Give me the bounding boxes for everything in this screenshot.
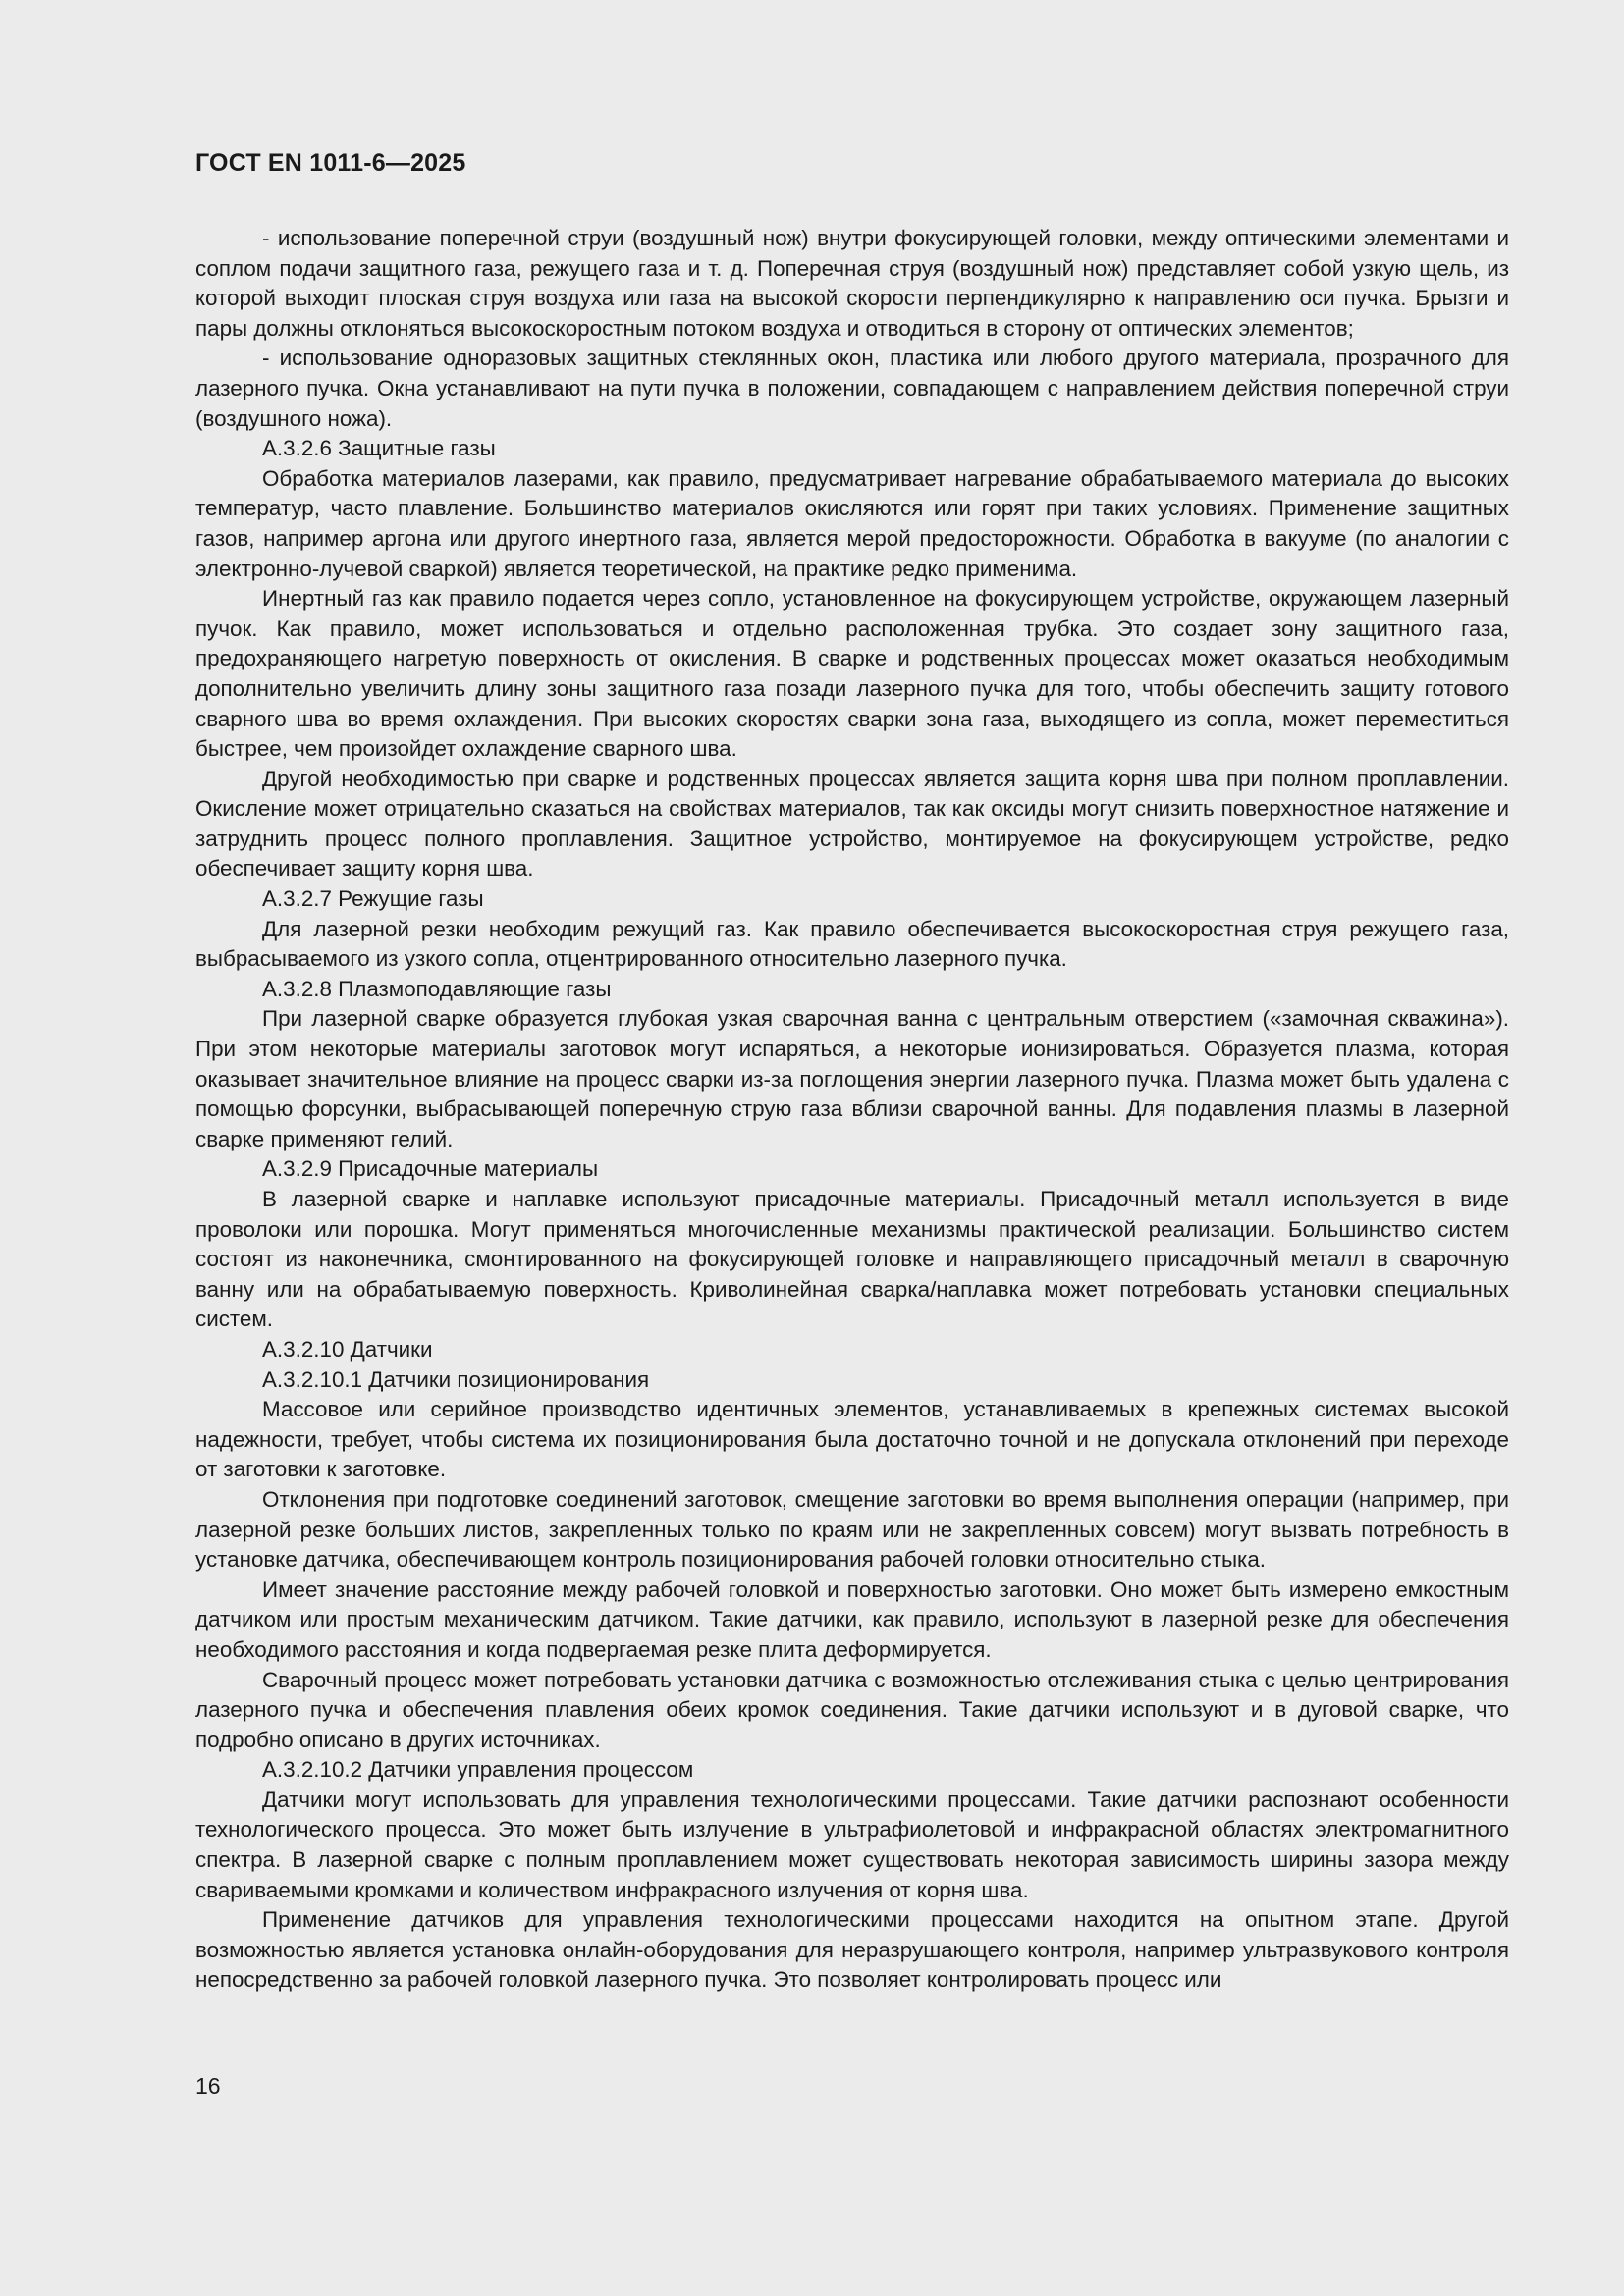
- paragraph: Отклонения при подготовке соединений заготовок, смещение заготовки во время выполнения операции (например, при лазерной резке больших листов, закрепленных только по краям или не закрепленных совсем) могут вызвать потребность в установке датчика, обеспечивающем контроль позиционирования рабочей головки относительно стыка.: [195, 1486, 1509, 1573]
- document-header: ГОСТ EN 1011-6—2025: [195, 149, 466, 177]
- paragraph: Инертный газ как правило подается через сопло, установленное на фокусирующем устройстве, окружающем лазерный пучок. Как правило, может использоваться и отдельно расположенная трубка. Это создает зону защитного газа, предохраняющего нагретую поверхность от окисления. В сварке и родственных процессах может оказаться необходимым дополнительно увеличить длину зоны защитного газа позади лазерного пучка для того, чтобы обеспечить защиту готового сварного шва во время охлаждения. При высоких скоростях сварки зона газа, выходящего из сопла, может переместиться быстрее, чем произойдет охлаждение сварного шва.: [195, 586, 1509, 762]
- paragraph: Применение датчиков для управления технологическими процессами находится на опытном этапе. Другой возможностью является установка онлайн-оборудования для неразрушающего контроля, например ультразвукового контроля непосредственно за рабочей головкой лазерного пучка. Это позволяет контролировать процесс или: [195, 1907, 1509, 1993]
- section-heading: А.3.2.10 Датчики: [262, 1336, 433, 1362]
- document-body: [195, 224, 1509, 1996]
- paragraph: Для лазерной резки необходим режущий газ. Как правило обеспечивается высокоскоростная струя режущего газа, выбрасываемого из узкого сопла, отцентрированного относительно лазерного пучка.: [195, 916, 1509, 972]
- paragraph: В лазерной сварке и наплавке используют присадочные материалы. Присадочный металл используется в виде проволоки или порошка. Могут применяться многочисленные механизмы практической реализации. Большинство систем состоят из наконечника, смонтированного на фокусирующей головке и направляющего присадочный металл в сварочную ванну или на обрабатываемую поверхность. Криволинейная сварка/наплавка может потребовать установки специальных систем.: [195, 1187, 1509, 1332]
- paragraph: Датчики могут использовать для управления технологическими процессами. Такие датчики распознают особенности технологического процесса. Это может быть излучение в ультрафиолетовой и инфракрасной областях электромагнитного спектра. В лазерной сварке с полным проплавлением может существовать некоторая зависимость ширины зазора между свариваемыми кромками и количеством инфракрасного излучения от корня шва.: [195, 1787, 1509, 1902]
- paragraph: Обработка материалов лазерами, как правило, предусматривает нагревание обрабатываемого материала до высоких температур, часто плавление. Большинство материалов окисляются или горят при таких условиях. Применение защитных газов, например аргона или другого инертного газа, является мерой предосторожности. Обработка в вакууме (по аналогии с электронно-лучевой сваркой) является теоретической, на практике редко применима.: [195, 465, 1509, 581]
- paragraph: Другой необходимостью при сварке и родственных процессах является защита корня шва при полном проплавлении. Окисление может отрицательно сказаться на свойствах материалов, так как оксиды могут снизить поверхностное натяжение и затруднить процесс полного проплавления. Защитное устройство, монтируемое на фокусирующем устройстве, редко обеспечивает защиту корня шва.: [195, 766, 1509, 881]
- paragraph: Сварочный процесс может потребовать установки датчика с возможностью отслеживания стыка с целью центрирования лазерного пучка и обеспечения плавления обеих кромок соединения. Такие датчики используют и в дуговой сварке, что подробно описано в других источниках.: [195, 1667, 1509, 1752]
- section-heading: А.3.2.9 Присадочные материалы: [262, 1156, 599, 1182]
- page-number: 16: [195, 2073, 221, 2099]
- paragraph: Массовое или серийное производство идентичных элементов, устанавливаемых в крепежных системах высокой надежности, требует, чтобы система их позиционирования была достаточно точной и не допускала отклонений при переходе от заготовки к заготовке.: [195, 1397, 1509, 1482]
- section-heading: А.3.2.10.1 Датчики позиционирования: [262, 1366, 650, 1392]
- section-heading: А.3.2.7 Режущие газы: [262, 886, 484, 912]
- section-heading: А.3.2.6 Защитные газы: [262, 436, 496, 461]
- paragraph: Имеет значение расстояние между рабочей головкой и поверхностью заготовки. Оно может быть измерено емкостным датчиком или простым механическим датчиком. Такие датчики, как правило, используют в лазерной резке для обеспечения необходимого расстояния и когда подвергаемая резке плита деформируется.: [195, 1576, 1509, 1662]
- section-heading: А.3.2.8 Плазмоподавляющие газы: [262, 976, 612, 1001]
- section-heading: А.3.2.10.2 Датчики управления процессом: [262, 1757, 694, 1783]
- paragraph: - использование одноразовых защитных стеклянных окон, пластика или любого другого материала, прозрачного для лазерного пучка. Окна устанавливают на пути пучка в положении, совпадающем с направлением действия поперечной струи (воздушного ножа).: [195, 346, 1509, 431]
- paragraph: При лазерной сварке образуется глубокая узкая сварочная ванна с центральным отверстием («замочная скважина»). При этом некоторые материалы заготовок могут испаряться, а некоторые ионизироваться. Образуется плазма, которая оказывает значительное влияние на процесс сварки из-за поглощения энергии лазерного пучка. Плазма может быть удалена с помощью форсунки, выбрасывающей поперечную струю газа вблизи сварочной ванны. Для подавления плазмы в лазерной сварке применяют гелий.: [195, 1006, 1509, 1151]
- paragraph: - использование поперечной струи (воздушный нож) внутри фокусирующей головки, между оптическими элементами и соплом подачи защитного газа, режущего газа и т. д. Поперечная струя (воздушный нож) представляет собой узкую щель, из которой выходит плоская струя воздуха или газа на высокой скорости перпендикулярно к направлению оси пучка. Брызги и пары должны отклоняться высокоскоростным потоком воздуха и отводиться в сторону от оптических элементов;: [195, 226, 1509, 341]
